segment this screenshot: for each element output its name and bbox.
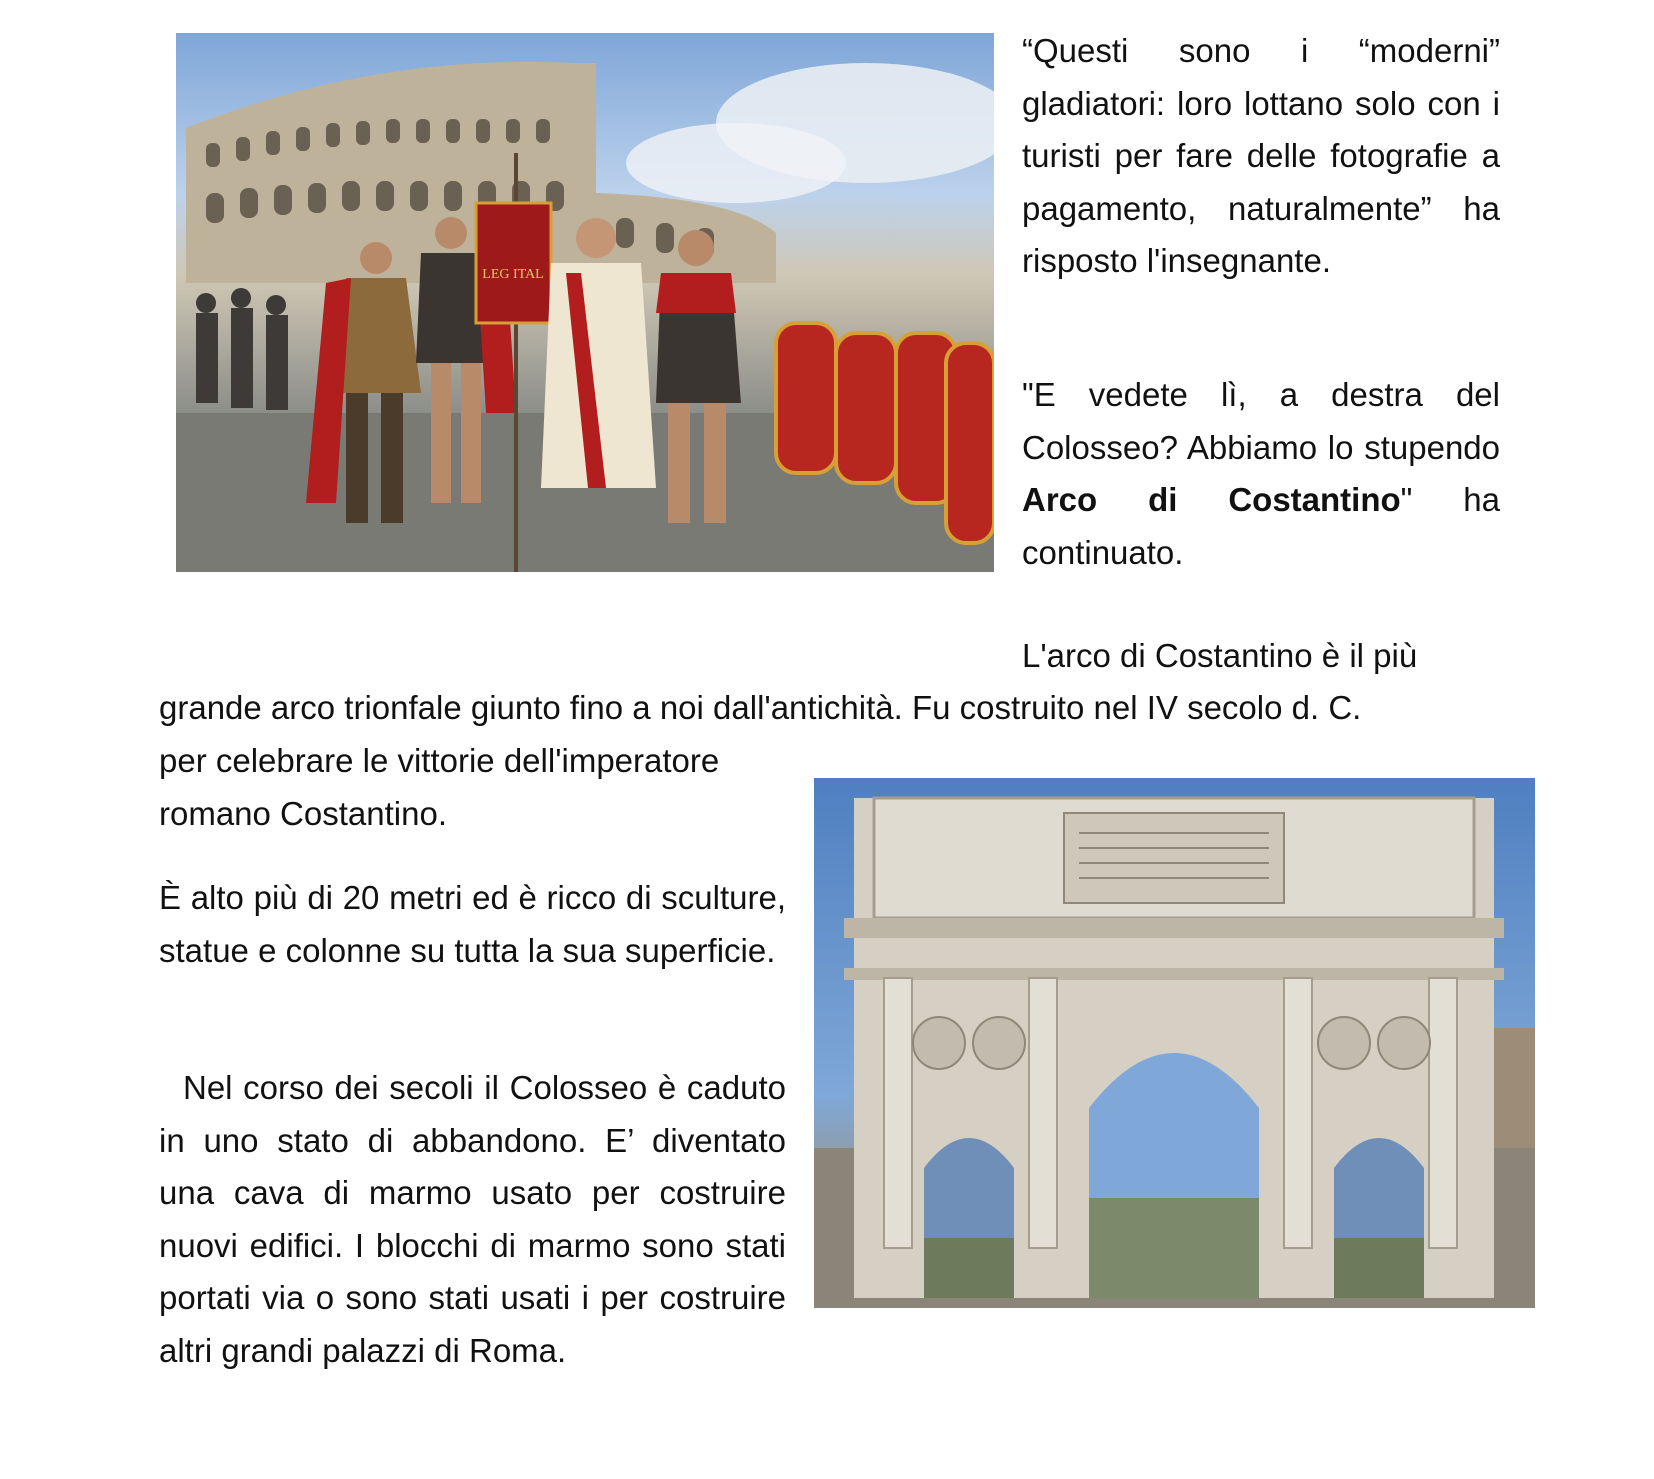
gladiators-colosseum-photo — [176, 33, 994, 572]
quote-paragraph-1 — [1022, 25, 1500, 288]
arch-intro-rest: per celebrare le vittorie dell'imperatore romano Costantino. — [159, 742, 720, 832]
arch-intro-line-2: grande arco trionfale giunto fino a noi dall'antichità. Fu costruito nel IV secolo d. C. — [159, 689, 1362, 726]
arch-height-paragraph: È alto più di 20 metri ed è ricco di sculture, statue e colonne su tutta la sua superficie. — [159, 879, 786, 969]
quote-2-text — [1022, 369, 1500, 579]
banner-text: LEG ITAL — [482, 267, 544, 282]
arch-illustration — [814, 778, 1535, 1308]
quote-2-before: "E vedete lì, a destra del Colosseo? Abbiamo lo stupendo — [1022, 376, 1500, 466]
arch-of-constantine-photo — [814, 778, 1535, 1308]
arco-di-costantino-bold: Arco di Costantino — [1022, 481, 1401, 518]
arch-intro-line-1: L'arco di Costantino è il più — [1022, 637, 1418, 674]
quote-2-after: " ha continuato. — [1022, 481, 1500, 571]
quote-paragraph-2 — [1022, 369, 1500, 579]
gladiators-illustration — [176, 33, 994, 572]
quote-1-text: “Questi sono i “moderni” gladiatori: loro lottano solo con i turisti per fare delle fotografie a pagamento, naturalmente” ha risposto l'insegnante. — [1022, 32, 1500, 279]
colosseum-decline-paragraph: Nel corso dei secoli il Colosseo è caduto in uno stato di abbandono. E’ diventato una cava di marmo usato per costruire nuovi edifici. I blocchi di marmo sono stati portati via o sono stati usati i per costruire altri grandi palazzi di Roma. — [159, 1069, 786, 1369]
